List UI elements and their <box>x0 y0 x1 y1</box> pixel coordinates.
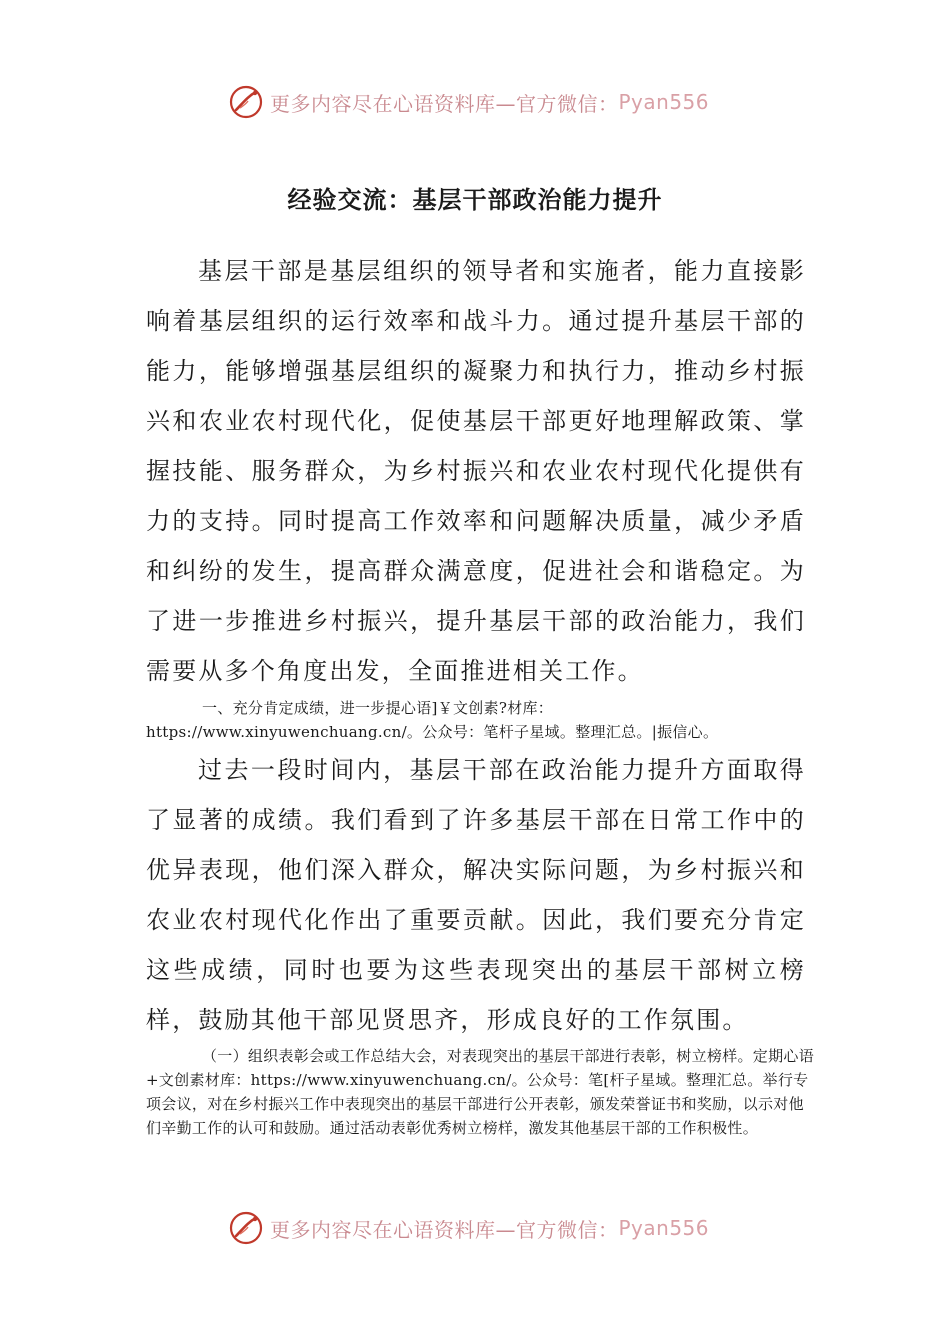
watermark-text: 更多内容尽在心语资料库—官方微信： <box>270 91 619 116</box>
footer-watermark <box>228 1208 748 1248</box>
watermark-id: Pyan556 <box>618 1216 710 1240</box>
watermark-id: Pyan556 <box>618 90 710 114</box>
paragraph-intro: 基层干部是基层组织的领导者和实施者，能力直接影响着基层组织的运行效率和战斗力。通过提升基层干部的能力，能够增强基层组织的凝聚力和执行力，推动乡村振兴和农业农村现代化，促使基层干部更好地理解政策、掌握技能、服务群众，为乡村振兴和农业农村现代化提供有力的支持。同时提高工作效率和问题解决质量，减少矛盾和纠纷的发生，提高群众满意度，促进社会和谐稳定。为了进一步推进乡村振兴，提升基层干部的政治能力，我们需要从多个角度出发，全面推进相关工作。 <box>146 257 806 685</box>
header-watermark <box>228 82 748 122</box>
brush-logo-icon <box>228 84 264 120</box>
section-heading: 一、充分肯定成绩，进一步提心语]￥文创素?材库：https://www.xinyuwenchuang.cn/。公众号：笔杆子星域。整理汇总。|振信心。 <box>146 699 719 741</box>
watermark-text: 更多内容尽在心语资料库—官方微信： <box>270 1217 619 1242</box>
paragraph-achievements: 过去一段时间内，基层干部在政治能力提升方面取得了显著的成绩。我们看到了许多基层干部在日常工作中的优异表现，他们深入群众，解决实际问题，为乡村振兴和农业农村现代化作出了重要贡献。因此，我们要充分肯定这些成绩，同时也要为这些表现突出的基层干部树立榜样，鼓励其他干部见贤思齐，形成良好的工作氛围。 <box>146 756 806 1034</box>
sub-item-1: （一）组织表彰会或工作总结大会，对表现突出的基层干部进行表彰，树立榜样。定期心语+文创素材库：https://www.xinyuwenchuang.cn/。公众号：笔[杆子星域。整理汇总。举行专项会议，对在乡村振兴工作中表现突出的基层干部进行公开表彰，颁发荣誉证书和奖励，以示对他们辛勤工作的认可和鼓励。通过活动表彰优秀树立榜样，激发其他基层干部的工作积极性。 <box>146 1047 815 1137</box>
document-title: 经验交流：基层干部政治能力提升 <box>287 186 663 214</box>
brush-logo-icon <box>228 1210 264 1246</box>
